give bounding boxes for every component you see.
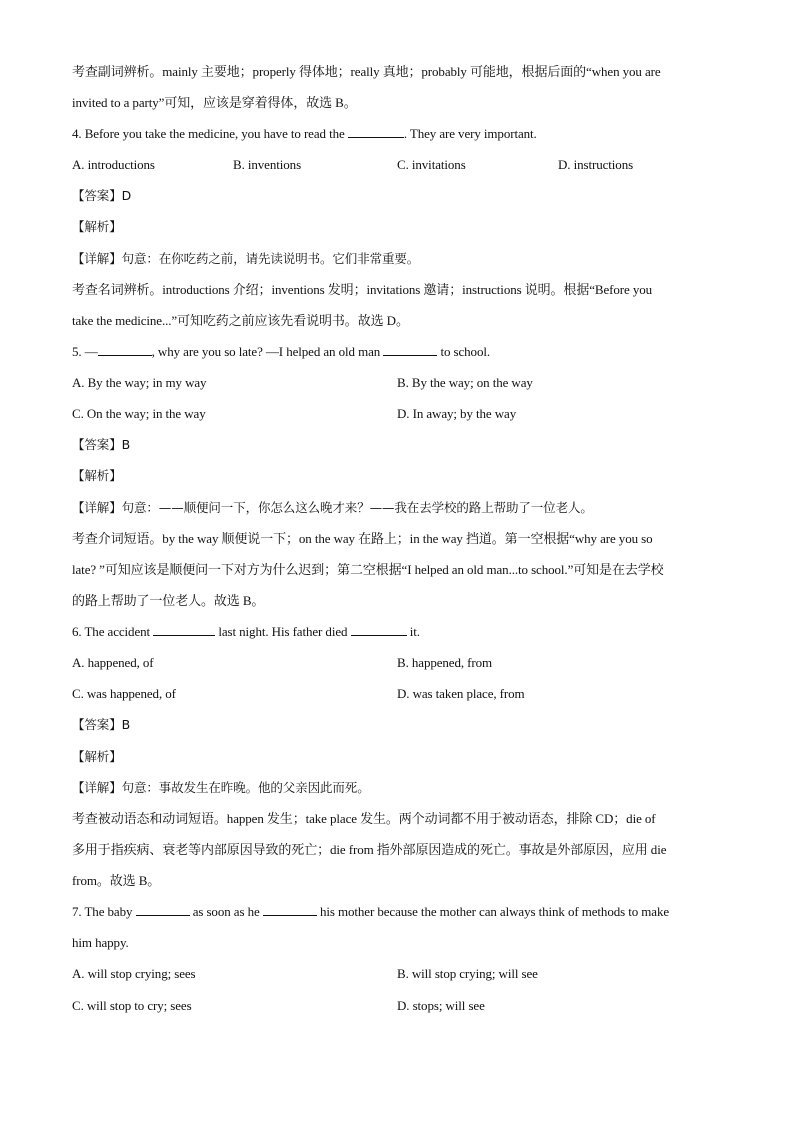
question-7-stem (72, 902, 669, 922)
detail-text: 【详解】句意：在你吃药之前，请先读说明书。它们非常重要。 (72, 251, 420, 266)
analysis-label: 【解析】 (72, 468, 122, 483)
text-span: to school. (437, 344, 491, 359)
option-a: A. will stop crying; sees (72, 966, 196, 981)
option-c: C. invitations (397, 157, 466, 172)
answer-blank (351, 622, 407, 636)
text-span: . They are very important. (403, 126, 537, 141)
text-span: 4. Before you take the medicine, you have to read the (72, 126, 348, 141)
option-d: D. was taken place, from (397, 686, 525, 701)
option-d: D. instructions (558, 157, 634, 172)
text-span: 7. The baby (72, 904, 136, 919)
question-6-stem (72, 622, 420, 642)
explanation-line: 考查名词辨析。introductions 介绍；inventions 发明；invitations 邀请；instructions 说明。根据“Before you (72, 282, 653, 297)
option-a: A. introductions (72, 157, 155, 172)
option-c: C. was happened, of (72, 686, 176, 701)
text-span: his mother because the mother can always think of methods to make (316, 904, 670, 919)
question-7-stem-cont: him happy. (72, 935, 129, 950)
option-b: B. inventions (233, 157, 302, 172)
answer-label: 【答案】B (72, 717, 131, 732)
option-d: D. stops; will see (397, 998, 485, 1013)
answer-blank (383, 342, 437, 356)
explanation-line: 考查介词短语。by the way 顺便说一下；on the way 在路上；in the way 挡道。第一空根据“why are you so (72, 531, 653, 546)
detail-text: 【详解】句意：事故发生在昨晚。他的父亲因此而死。 (72, 780, 370, 795)
text-line: invited to a party”可知，应该是穿着得体，故选 B。 (72, 95, 357, 110)
question-5-stem (72, 342, 490, 362)
question-4-stem (72, 124, 537, 144)
explanation-line: 的路上帮助了一位老人。故选 B。 (72, 593, 265, 608)
text-span: as soon as he (189, 904, 263, 919)
explanation-line: from。故选 B。 (72, 873, 161, 888)
option-b: B. By the way; on the way (397, 375, 533, 390)
answer-blank (136, 902, 190, 916)
answer-blank (153, 622, 215, 636)
option-b: B. happened, from (397, 655, 493, 670)
answer-blank (98, 342, 152, 356)
text-span: it. (406, 624, 420, 639)
text-span: , why are you so late? —I helped an old man (151, 344, 384, 359)
answer-blank (263, 902, 317, 916)
option-d: D. In away; by the way (397, 406, 517, 421)
explanation-line: take the medicine...”可知吃药之前应该先看说明书。故选 D。 (72, 313, 409, 328)
analysis-label: 【解析】 (72, 749, 122, 764)
option-c: C. On the way; in the way (72, 406, 206, 421)
answer-label: 【答案】B (72, 437, 131, 452)
text-span: 6. The accident (72, 624, 154, 639)
option-a: A. By the way; in my way (72, 375, 207, 390)
explanation-line: late? ”可知应该是顺便问一下对方为什么迟到；第二空根据“I helped an old man...to school.”可知是在去学校 (72, 562, 664, 577)
option-a: A. happened, of (72, 655, 154, 670)
text-line: 考查副词辨析。mainly 主要地；properly 得体地；really 真地；probably 可能地，根据后面的“when you are (72, 64, 661, 79)
explanation-line: 多用于指疾病、衰老等内部原因导致的死亡；die from 指外部原因造成的死亡。事故是外部原因，应用 die (72, 842, 667, 857)
text-span: last night. His father died (215, 624, 351, 639)
detail-text: 【详解】句意：——顺便问一下，你怎么这么晚才来？——我在去学校的路上帮助了一位老人。 (72, 500, 593, 515)
answer-blank (348, 124, 404, 138)
option-b: B. will stop crying; will see (397, 966, 538, 981)
text-span: 5. — (72, 344, 98, 359)
answer-label: 【答案】D (72, 188, 132, 203)
explanation-line: 考查被动语态和动词短语。happen 发生；take place 发生。两个动词都不用于被动语态，排除 CD；die of (72, 811, 656, 826)
analysis-label: 【解析】 (72, 219, 122, 234)
option-c: C. will stop to cry; sees (72, 998, 192, 1013)
